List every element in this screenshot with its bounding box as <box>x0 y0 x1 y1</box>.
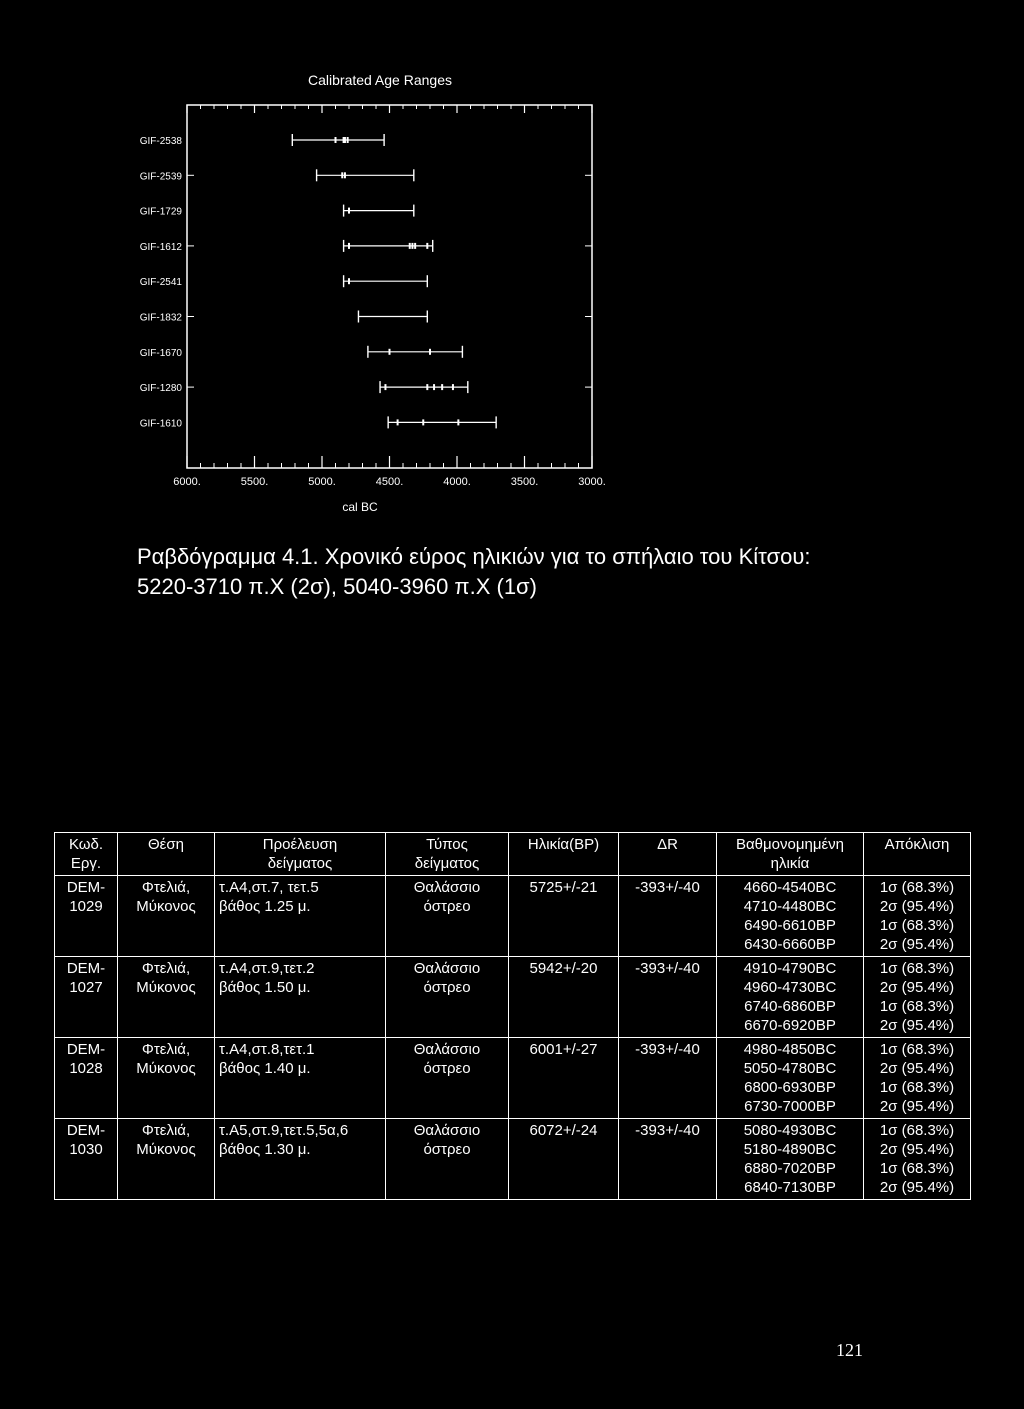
header-age-bp: Ηλικία(BP) <box>509 833 619 876</box>
header-delta-r: ΔR <box>619 833 717 876</box>
dating-table-wrap <box>54 832 971 1200</box>
table-header-row <box>55 833 971 876</box>
cell-site: Φτελιά, Μύκονος <box>118 876 215 957</box>
cell-delta-r: -393+/-40 <box>619 1119 717 1200</box>
figure-caption <box>137 542 810 602</box>
cell-type: Θαλάσσιο όστρεο <box>386 1038 509 1119</box>
caption-line-1: Ραβδόγραμμα 4.1. Χρονικό εύρος ηλικιών για το σπήλαιο του Κίτσου: <box>137 544 811 569</box>
cell-delta-r: -393+/-40 <box>619 876 717 957</box>
header-deviation: Απόκλιση <box>864 833 971 876</box>
x-tick-label: 5000. <box>308 476 336 488</box>
cell-site: Φτελιά, Μύκονος <box>118 957 215 1038</box>
cell-type: Θαλάσσιο όστρεο <box>386 957 509 1038</box>
cell-code: DEM- 1027 <box>55 957 118 1038</box>
caption-line-2: 5220-3710 π.Χ (2σ), 5040-3960 π.Χ (1σ) <box>137 574 537 599</box>
cell-origin: τ.Α4,στ.8,τετ.1 βάθος 1.40 μ. <box>215 1038 386 1119</box>
y-category-label: GIF-2538 <box>139 136 182 147</box>
x-tick-label: 3000. <box>578 476 606 488</box>
cell-calibrated-age: 5080-4930BC 5180-4890BC 6880-7020BP 6840-7130BP <box>717 1119 864 1200</box>
cell-code: DEM- 1028 <box>55 1038 118 1119</box>
cell-type: Θαλάσσιο όστρεο <box>386 1119 509 1200</box>
plot-frame <box>187 105 592 468</box>
table-row <box>55 1119 971 1200</box>
header-calibrated-age: Βαθμονομημένη ηλικία <box>717 833 864 876</box>
cell-deviation: 1σ (68.3%) 2σ (95.4%) 1σ (68.3%) 2σ (95.4%) <box>864 1119 971 1200</box>
x-tick-label: 4500. <box>375 476 404 488</box>
y-category-label: GIF-1610 <box>139 418 182 430</box>
cell-calibrated-age: 4980-4850BC 5050-4780BC 6800-6930BP 6730-7000BP <box>717 1038 864 1119</box>
header-code: Κωδ. Εργ. <box>55 833 118 876</box>
x-tick-label: 4000. <box>443 476 471 488</box>
x-tick-label: 3500. <box>510 476 539 488</box>
cell-calibrated-age: 4660-4540BC 4710-4480BC 6490-6610BP 6430-6660BP <box>717 876 864 957</box>
header-origin: Προέλευση δείγματος <box>215 833 386 876</box>
x-axis-label: cal BC <box>342 500 378 514</box>
cell-delta-r: -393+/-40 <box>619 1038 717 1119</box>
cell-deviation: 1σ (68.3%) 2σ (95.4%) 1σ (68.3%) 2σ (95.4%) <box>864 876 971 957</box>
cell-origin: τ.Α4,στ.9,τετ.2 βάθος 1.50 μ. <box>215 957 386 1038</box>
y-category-label: GIF-2539 <box>139 171 182 183</box>
y-category-label: GIF-2541 <box>139 277 182 289</box>
cell-age-bp: 5725+/-21 <box>509 876 619 957</box>
cell-deviation: 1σ (68.3%) 2σ (95.4%) 1σ (68.3%) 2σ (95.4%) <box>864 957 971 1038</box>
cell-delta-r: -393+/-40 <box>619 957 717 1038</box>
chart-title: Calibrated Age Ranges <box>308 72 452 88</box>
y-category-label: GIF-1670 <box>139 347 182 359</box>
cell-age-bp: 6072+/-24 <box>509 1119 619 1200</box>
cell-origin: τ.Α5,στ.9,τετ.5,5α,6 βάθος 1.30 μ. <box>215 1119 386 1200</box>
table-row <box>55 876 971 957</box>
cell-site: Φτελιά, Μύκονος <box>118 1119 215 1200</box>
cell-age-bp: 6001+/-27 <box>509 1038 619 1119</box>
x-tick-label: 6000. <box>173 476 201 488</box>
y-category-label: GIF-1729 <box>139 206 182 218</box>
header-type: Τύπος δείγματος <box>386 833 509 876</box>
y-category-label: GIF-1280 <box>139 383 182 395</box>
table-row <box>55 1038 971 1119</box>
cell-deviation: 1σ (68.3%) 2σ (95.4%) 1σ (68.3%) 2σ (95.4%) <box>864 1038 971 1119</box>
table-row <box>55 957 971 1038</box>
cell-calibrated-age: 4910-4790BC 4960-4730BC 6740-6860BP 6670-6920BP <box>717 957 864 1038</box>
dating-table <box>54 832 971 1200</box>
cell-type: Θαλάσσιο όστρεο <box>386 876 509 957</box>
x-tick-label: 5500. <box>240 476 269 488</box>
cell-code: DEM- 1029 <box>55 876 118 957</box>
cell-origin: τ.Α4,στ.7, τετ.5 βάθος 1.25 μ. <box>215 876 386 957</box>
cell-age-bp: 5942+/-20 <box>509 957 619 1038</box>
y-category-label: GIF-1832 <box>139 312 182 324</box>
range-chart <box>0 0 1024 520</box>
cell-code: DEM- 1030 <box>55 1119 118 1200</box>
y-category-label: GIF-1612 <box>139 241 182 253</box>
header-site: Θέση <box>118 833 215 876</box>
page-number: 121 <box>836 1340 863 1360</box>
cell-site: Φτελιά, Μύκονος <box>118 1038 215 1119</box>
